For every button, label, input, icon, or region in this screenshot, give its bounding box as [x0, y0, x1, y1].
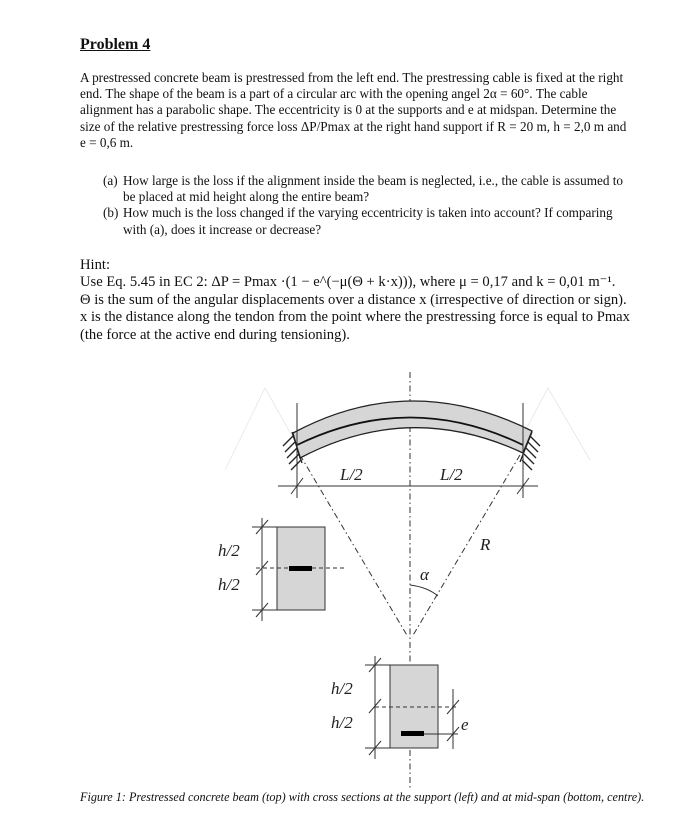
- support-h-bottom-label: h/2: [218, 575, 240, 594]
- angle-arc: [410, 585, 438, 596]
- support-h-top-label: h/2: [218, 541, 240, 560]
- figure-caption: Figure 1: Prestressed concrete beam (top) with cross sections at the support (left) and at mid-span (bottom, centre).: [80, 790, 645, 804]
- angle-label: α: [420, 565, 429, 584]
- question-text: How large is the loss if the alignment inside the beam is neglected, i.e., the cable is assumed to be placed at mid height along the entire beam?: [123, 173, 624, 205]
- mid-h-bottom-label: h/2: [331, 713, 353, 732]
- half-span-right-label: L/2: [440, 465, 463, 484]
- hint-line: Θ is the sum of the angular displacements over a distance x (irrespective of direction or sign).: [80, 291, 627, 308]
- hint-line: Use Eq. 5.45 in EC 2: ΔP = Pmax ·(1 − e^(−μ(Θ + k·x))), where μ = 0,17 and k = 0,01 m⁻¹.: [80, 274, 616, 291]
- cable-section-midspan: [401, 731, 424, 736]
- question-text: How much is the loss changed if the varying eccentricity is taken into account? If comparing with (a), does it increase or decrease?: [123, 205, 613, 237]
- hint-heading: Hint:: [80, 257, 110, 273]
- cable-section-support: [289, 566, 312, 571]
- curved-beam: [293, 401, 532, 458]
- mid-h-top-label: h/2: [331, 679, 353, 698]
- half-span-left-label: L/2: [340, 465, 363, 484]
- problem-statement: A prestressed concrete beam is prestressed from the left end. The prestressing cable is fixed at the right end. The shape of the beam is a part of a circular arc with the opening angel 2α = 60°. The cable alignment has a parabolic shape. The eccentricity is 0 at the supports and e at midspan. Determine the size of the relative prestressing force loss ΔP/Pmax at the right hand support if R = 20 m, h = 2,0 m and e = 0,6 m.: [80, 70, 627, 150]
- radius-label: R: [480, 535, 491, 554]
- eccentricity-label: e: [461, 715, 469, 734]
- hint-line: x is the distance along the tendon from the point where the prestressing force is equal to Pmax (the force at the active end during tensioning).: [80, 309, 630, 343]
- problem-title: Problem 4: [80, 36, 151, 53]
- question-label: (a): [103, 173, 118, 188]
- question-label: (b): [103, 205, 119, 221]
- faint-guide: [515, 388, 590, 460]
- radius-line-right: [412, 455, 520, 637]
- faint-guide: [225, 388, 300, 470]
